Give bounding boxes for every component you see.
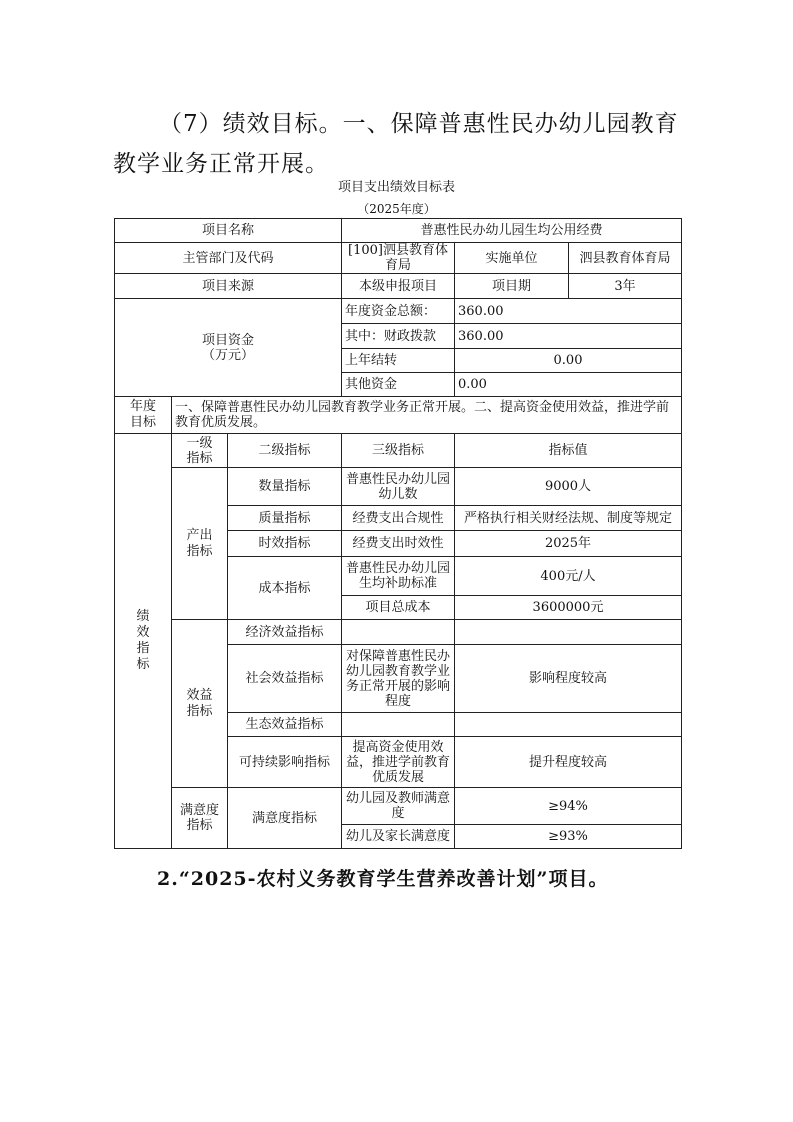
funds-total-label: 年度资金总额：	[342, 299, 455, 324]
header-level3: 三级指标	[342, 434, 455, 468]
satisfaction-parent-value: ≥93%	[455, 825, 682, 849]
department-label: 主管部门及代码	[115, 243, 342, 274]
period-label: 项目期	[455, 274, 569, 299]
sustainable-l3: 提高资金使用效益，推进学前教育优质发展	[342, 737, 455, 788]
economic-value	[455, 620, 682, 645]
period-value: 3年	[569, 274, 682, 299]
quantity-value: 9000人	[455, 468, 682, 506]
annual-goal-value: 一、保障普惠性民办幼儿园教育教学业务正常开展。二、提高资金使用效益，推进学前教育优质发展。	[172, 397, 682, 434]
project-name-value: 普惠性民办幼儿园生均公用经费	[342, 219, 682, 243]
project-name-label: 项目名称	[115, 219, 342, 243]
ecological-l2: 生态效益指标	[228, 713, 342, 737]
funds-label: 项目资金 （万元）	[115, 299, 342, 397]
header-value: 指标值	[455, 434, 682, 468]
funds-carryover-value: 0.00	[455, 349, 682, 373]
timeliness-l3: 经费支出时效性	[342, 531, 455, 557]
funds-carryover-label: 上年结转	[342, 349, 455, 373]
funds-total-value: 360.00	[455, 299, 682, 324]
table-title: 项目支出绩效目标表	[337, 180, 455, 195]
source-value: 本级申报项目	[342, 274, 455, 299]
satisfaction-label: 满意度 指标	[172, 788, 228, 849]
executor-value: 泗县教育体育局	[569, 243, 682, 274]
funds-other-value: 0.00	[455, 373, 682, 397]
cost-total-l3: 项目总成本	[342, 596, 455, 620]
table-year: （2025年度）	[357, 202, 436, 216]
economic-l3	[342, 620, 455, 645]
benefit-label: 效益指标	[172, 620, 228, 788]
funds-fiscal-value: 360.00	[455, 324, 682, 349]
funds-fiscal-label: 其中：财政拨款	[342, 324, 455, 349]
ecological-value	[455, 713, 682, 737]
performance-goal-intro: （7）绩效目标。一、保障普惠性民办幼儿园教育教学业务正常开展。	[113, 111, 679, 177]
social-l3: 对保障普惠性民办幼儿园教育教学业务正常开展的影响程度	[342, 645, 455, 713]
ecological-l3	[342, 713, 455, 737]
quality-l2: 质量指标	[228, 506, 342, 531]
satisfaction-l2: 满意度指标	[228, 788, 342, 849]
indicators-label: 绩效指标	[115, 434, 172, 849]
satisfaction-parent-l3: 幼儿及家长满意度	[342, 825, 455, 849]
cost-l2: 成本指标	[228, 557, 342, 620]
next-project-heading: 2.“2025-农村义务教育学生营养改善计划”项目。	[157, 868, 609, 890]
timeliness-l2: 时效指标	[228, 531, 342, 557]
social-l2: 社会效益指标	[228, 645, 342, 713]
quality-value: 严格执行相关财经法规、制度等规定	[455, 506, 682, 531]
quantity-l2: 数量指标	[228, 468, 342, 506]
performance-goal-table	[114, 218, 682, 849]
satisfaction-teacher-value: ≥94%	[455, 788, 682, 825]
source-label: 项目来源	[115, 274, 342, 299]
funds-other-label: 其他资金	[342, 373, 455, 397]
executor-label: 实施单位	[455, 243, 569, 274]
annual-goal-label: 年度目标	[115, 397, 172, 434]
department-value: [100]泗县教育体育局	[342, 243, 455, 274]
quality-l3: 经费支出合规性	[342, 506, 455, 531]
quantity-l3: 普惠性民办幼儿园幼儿数	[342, 468, 455, 506]
header-level2: 二级指标	[228, 434, 342, 468]
header-level1: 一级 指标	[172, 434, 228, 468]
sustainable-value: 提升程度较高	[455, 737, 682, 788]
cost-standard-value: 400元/人	[455, 557, 682, 596]
satisfaction-teacher-l3: 幼儿园及教师满意度	[342, 788, 455, 825]
economic-l2: 经济效益指标	[228, 620, 342, 645]
sustainable-l2: 可持续影响指标	[228, 737, 342, 788]
cost-total-value: 3600000元	[455, 596, 682, 620]
cost-standard-l3: 普惠性民办幼儿园生均补助标准	[342, 557, 455, 596]
timeliness-value: 2025年	[455, 531, 682, 557]
social-value: 影响程度较高	[455, 645, 682, 713]
output-label: 产出指标	[172, 468, 228, 620]
